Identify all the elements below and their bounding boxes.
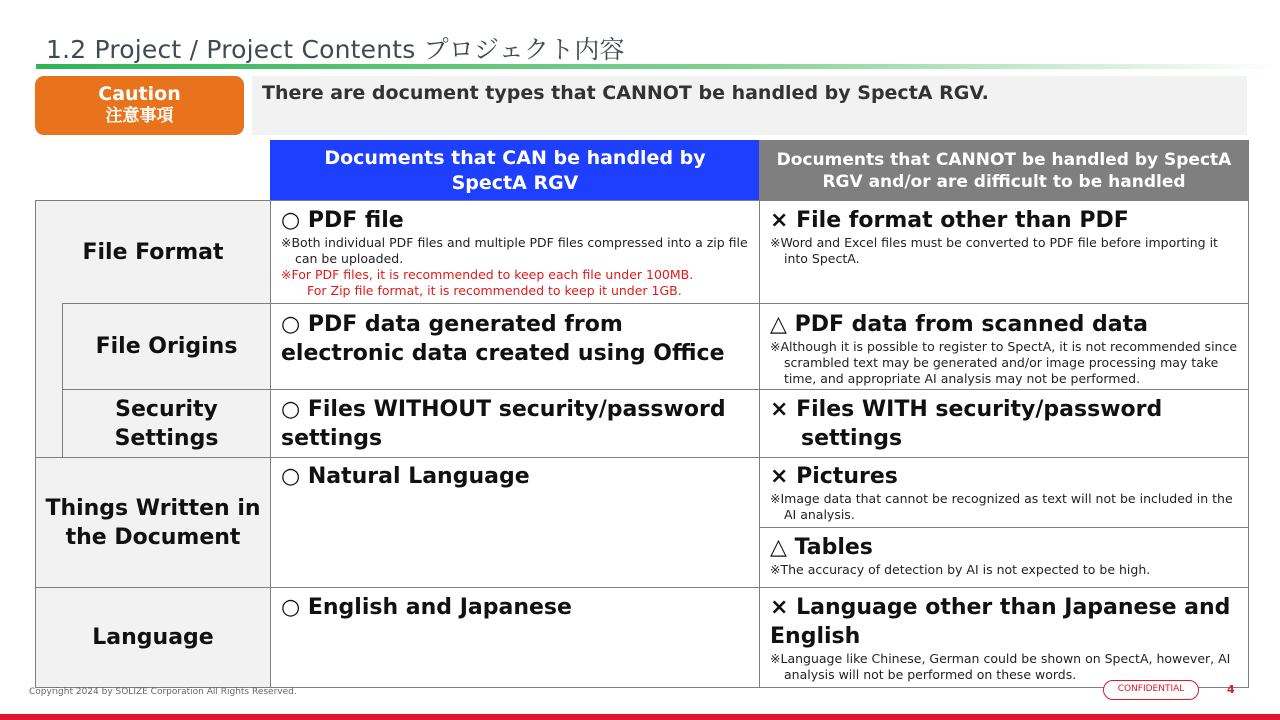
cell-things-written-can [270,457,760,588]
cannot-tables: △ Tables [770,535,873,560]
cell-language-can [270,587,760,688]
row-label-file-origins [62,303,271,390]
cannot-other-format: × File format other than PDF [770,208,1129,233]
header-cannot-handle [759,140,1249,201]
can-natural-language: ○ Natural Language [281,464,530,489]
header-can-handle [270,140,760,201]
note-pictures: ※Image data that cannot be recognized as text will not be included in the AI analysis. [770,491,1233,522]
cell-file-format-cannot [759,200,1249,304]
can-pdf-file: ○ PDF file [281,208,404,233]
cell-language-cannot [759,587,1249,688]
note-scanned: ※Although it is possible to register to SpectA, it is not recommended since scrambled text may be generated and/or image processing may take time, and appropriate AI analysis may not be performed. [770,339,1238,386]
note-zip-size: For Zip file format, it is recommended to keep it under 1GB. [307,283,682,298]
row-label-things-written-text: Things Written in the Document [45,495,261,550]
can-english-japanese: ○ English and Japanese [281,595,572,620]
row-label-things-written [35,457,271,588]
page-number: 4 [1227,683,1235,696]
cannot-other-language: × Language other than Japanese and English [770,595,1231,649]
confidential-badge: CONFIDENTIAL [1103,680,1199,700]
cell-file-origins-cannot [759,303,1249,390]
caution-label-en: Caution [98,83,181,105]
caution-message: There are document types that CANNOT be handled by SpectA RGV. [252,76,1247,135]
header-can-text: Documents that CAN be handled by SpectA RGV [324,146,706,194]
row-label-security-text: Security Settings [114,396,219,451]
title-underline [36,64,1280,69]
can-office-pdf: ○ PDF data generated from electronic data created using Office [281,312,725,366]
cell-pictures-cannot [759,457,1249,528]
note-pdf-size: ※For PDF files, it is recommended to keep each file under 100MB. [281,267,694,282]
can-no-security: ○ Files WITHOUT security/password settings [281,397,726,451]
copyright-text: Copyright 2024 by SOLIZE Corporation All Rights Reserved. [29,687,297,697]
header-cannot-text: Documents that CANNOT be handled by SpectA RGV and/or are difficult to be handled [776,149,1232,192]
row-label-file-format [35,200,271,304]
row-label-file-format-text: File Format [82,240,224,265]
row-label-file-origins-text: File Origins [95,334,238,359]
note-other-language: ※Language like Chinese, German could be shown on SpectA, however, AI analysis will not be performed on these words. [770,651,1231,682]
caution-badge [35,76,244,135]
cannot-scanned-pdf: △ PDF data from scanned data [770,312,1148,337]
note-pdf-zip: ※Both individual PDF files and multiple PDF files compressed into a zip file can be uploaded. [281,235,748,266]
cannot-with-security: × Files WITH security/password settings [770,397,1163,451]
bottom-accent-bar [0,714,1280,720]
cell-security-cannot [759,389,1249,458]
row-label-indent-group [35,303,63,458]
cell-file-origins-can [270,303,760,390]
cannot-pictures: × Pictures [770,464,898,489]
cell-security-can [270,389,760,458]
caution-label-jp: 注意事項 [105,106,174,126]
note-tables: ※The accuracy of detection by AI is not expected to be high. [770,562,1151,577]
row-label-security [62,389,271,458]
cell-tables-cannot [759,527,1249,588]
row-label-language-text: Language [92,625,214,650]
page-title: 1.2 Project / Project Contents プロジェクト内容 [46,35,625,64]
cell-file-format-can [270,200,760,304]
row-label-language [35,587,271,688]
note-convert-pdf: ※Word and Excel files must be converted to PDF file before importing it into SpectA. [770,235,1218,266]
